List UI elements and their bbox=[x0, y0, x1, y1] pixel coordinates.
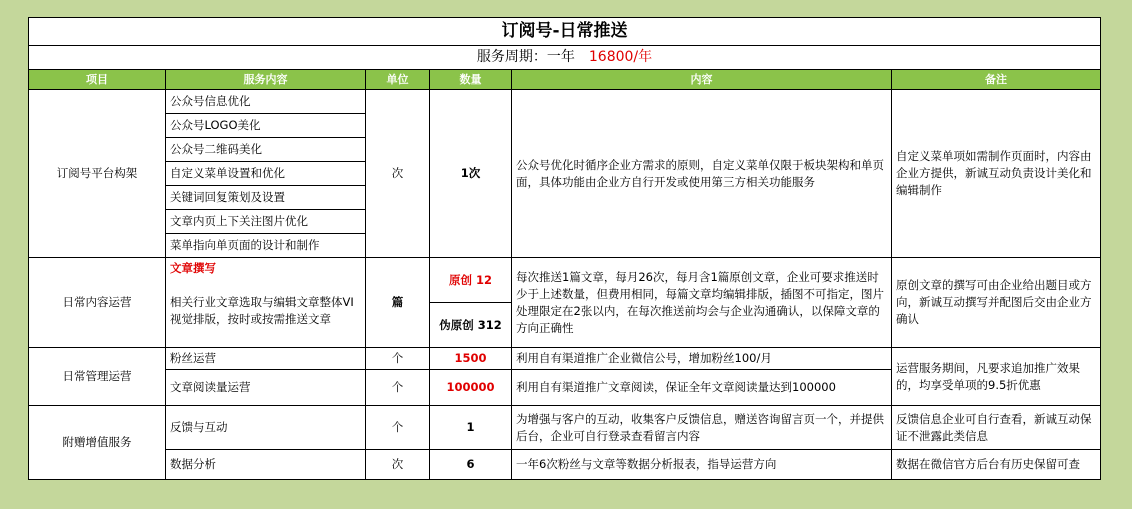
service-cell: 粉丝运营 bbox=[166, 348, 366, 370]
qty-cell: 1 bbox=[430, 406, 512, 450]
header-content: 内容 bbox=[512, 70, 892, 90]
header-note: 备注 bbox=[892, 70, 1101, 90]
project-cell: 日常内容运营 bbox=[29, 258, 166, 348]
service-cell: 数据分析 bbox=[166, 450, 366, 480]
header-unit: 单位 bbox=[366, 70, 430, 90]
content-cell: 公众号优化时循序企业方需求的原则，自定义菜单仅限于板块架构和单页面，具体功能由企业方自行开发或使用第三方相关功能服务 bbox=[512, 90, 892, 258]
service-item: 关键词回复策划及设置 bbox=[166, 186, 366, 210]
service-body: 相关行业文章选取与编辑文章整体VI视觉排版，按时或按需推送文章 bbox=[170, 295, 354, 326]
content-cell: 为增强与客户的互动，收集客户反馈信息，赠送咨询留言页一个，并提供后台，企业可自行登录查看留言内容 bbox=[512, 406, 892, 450]
qty-original: 原创 12 bbox=[430, 258, 512, 303]
unit-cell: 篇 bbox=[366, 258, 430, 348]
service-item: 菜单指向单页面的设计和制作 bbox=[166, 234, 366, 258]
unit-cell: 个 bbox=[366, 370, 430, 406]
header-service: 服务内容 bbox=[166, 70, 366, 90]
period-label: 服务周期：一年 bbox=[476, 49, 575, 65]
service-title: 文章撰写 bbox=[170, 261, 216, 275]
note-cell: 原创文章的撰写可由企业给出题目或方向，新诚互动撰写并配图后交由企业方确认 bbox=[892, 258, 1101, 348]
header-qty: 数量 bbox=[430, 70, 512, 90]
content-cell: 每次推送1篇文章，每月26次，每月含1篇原创文章，企业可要求推送时少于上述数量，但费用相同，每篇文章均编辑排版，插图不可指定，图片处理限定在2张以内，在每次推送前均会与企业沟通确认，以保障文章的方向正确性 bbox=[512, 258, 892, 348]
note-cell: 运营服务期间，凡要求追加推广效果的，均享受单项的9.5折优惠 bbox=[892, 348, 1101, 406]
service-item: 公众号信息优化 bbox=[166, 90, 366, 114]
content-cell: 利用自有渠道推广企业微信公号，增加粉丝100/月 bbox=[512, 348, 892, 370]
service-cell: 文章阅读量运营 bbox=[166, 370, 366, 406]
qty-cell: 1500 bbox=[430, 348, 512, 370]
unit-cell: 次 bbox=[366, 450, 430, 480]
period-price: 16800/年 bbox=[588, 49, 653, 65]
project-cell: 日常管理运营 bbox=[29, 348, 166, 406]
service-item: 文章内页上下关注图片优化 bbox=[166, 210, 366, 234]
content-cell: 利用自有渠道推广文章阅读，保证全年文章阅读量达到100000 bbox=[512, 370, 892, 406]
header-project: 项目 bbox=[29, 70, 166, 90]
unit-cell: 个 bbox=[366, 348, 430, 370]
content-cell: 一年6次粉丝与文章等数据分析报表，指导运营方向 bbox=[512, 450, 892, 480]
sheet-title: 订阅号-日常推送 bbox=[29, 18, 1101, 46]
header-row bbox=[29, 70, 1101, 90]
service-period bbox=[29, 46, 1101, 70]
service-cell: 反馈与互动 bbox=[166, 406, 366, 450]
qty-cell: 6 bbox=[430, 450, 512, 480]
service-item: 公众号二维码美化 bbox=[166, 138, 366, 162]
unit-cell: 个 bbox=[366, 406, 430, 450]
unit-cell: 次 bbox=[366, 90, 430, 258]
note-cell: 反馈信息企业可自行查看，新诚互动保证不泄露此类信息 bbox=[892, 406, 1101, 450]
project-cell: 订阅号平台构架 bbox=[29, 90, 166, 258]
note-cell: 自定义菜单项如需制作页面时，内容由企业方提供，新诚互动负责设计美化和编辑制作 bbox=[892, 90, 1101, 258]
note-cell: 数据在微信官方后台有历史保留可查 bbox=[892, 450, 1101, 480]
qty-pseudo: 伪原创 312 bbox=[430, 303, 512, 348]
service-cell bbox=[166, 258, 366, 348]
service-item: 公众号LOGO美化 bbox=[166, 114, 366, 138]
service-item: 自定义菜单设置和优化 bbox=[166, 162, 366, 186]
qty-cell: 100000 bbox=[430, 370, 512, 406]
qty-cell: 1次 bbox=[430, 90, 512, 258]
service-quote-table bbox=[28, 17, 1101, 480]
project-cell: 附赠增值服务 bbox=[29, 406, 166, 480]
